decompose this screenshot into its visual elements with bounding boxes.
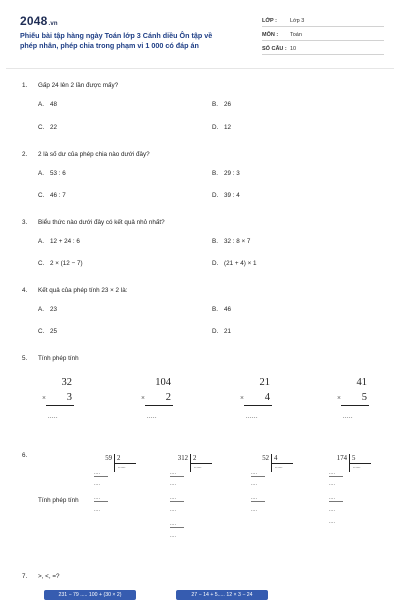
q4-option-c[interactable]: [38, 328, 57, 335]
question-number: 3.: [22, 219, 28, 226]
question-number: 6.: [22, 452, 28, 459]
step-line: [170, 527, 184, 528]
meta-key: MÔN :: [262, 32, 279, 38]
question-number: 1.: [22, 82, 28, 89]
meta-value: Toán: [290, 32, 302, 38]
step-line: [94, 501, 108, 502]
multiplication-problem: [141, 377, 175, 429]
title-line-1: Phiếu bài tập hàng ngày Toán lớp 3 Cánh diều Ôn tập về: [20, 31, 213, 40]
question-2: [22, 151, 150, 158]
q1-option-b[interactable]: [212, 101, 231, 108]
multiplication-problem: [337, 377, 371, 429]
divisor: 5: [352, 455, 356, 462]
question-text: Tính phép tính: [38, 355, 79, 362]
option-letter: C.: [38, 260, 45, 267]
option-letter: C.: [38, 124, 45, 131]
question-number: 2.: [22, 151, 28, 158]
step-blank[interactable]: ....: [170, 508, 177, 513]
step-blank[interactable]: ....: [329, 508, 336, 513]
option-letter: D.: [212, 328, 219, 335]
multiplication-problem: [42, 377, 76, 429]
multiplication-problem: [240, 377, 274, 429]
q2-option-b[interactable]: [212, 170, 240, 177]
question-text: 2 là số dư của phép chia nào dưới đây?: [38, 151, 150, 158]
answer-blank[interactable]: ......: [246, 414, 258, 420]
q4-option-b[interactable]: [212, 306, 231, 313]
option-text: 12: [224, 124, 232, 131]
multiplier: 2: [165, 392, 171, 403]
option-text: 39 : 4: [224, 192, 240, 199]
question-6-text: Tính phép tính: [38, 497, 79, 504]
option-letter: D.: [212, 124, 219, 131]
step-blank[interactable]: ....: [251, 496, 258, 501]
comparison-expression[interactable]: 27 − 14 + 5..... 12 × 3 − 24: [176, 590, 268, 600]
option-letter: C.: [38, 328, 45, 335]
question-7: [22, 573, 60, 580]
title-line-2: phép nhân, phép chia trong phạm vi 1 000 có đáp án: [20, 40, 199, 50]
step-line: [251, 476, 265, 477]
option-text: 46 : 7: [50, 192, 66, 199]
result-line: [244, 405, 272, 406]
step-blank[interactable]: ....: [170, 482, 177, 487]
step-line: [251, 501, 265, 502]
dividend: 59: [105, 455, 112, 462]
q1-option-d[interactable]: [212, 124, 231, 131]
step-line: [329, 501, 343, 502]
quotient-line: [349, 463, 371, 464]
meta-question-count: [262, 44, 384, 55]
option-text: 32 : 8 × 7: [224, 238, 251, 245]
step-line: [170, 501, 184, 502]
q2-option-c[interactable]: [38, 192, 66, 199]
step-blank[interactable]: ....: [329, 496, 336, 501]
q3-option-a[interactable]: [38, 238, 80, 245]
option-text: 22: [50, 124, 58, 131]
result-line: [46, 405, 74, 406]
long-division-problem: [94, 455, 138, 545]
logo-text: 2048: [20, 14, 48, 28]
question-1: [22, 82, 118, 89]
option-letter: A.: [38, 306, 44, 313]
question-3: [22, 219, 165, 226]
step-blank[interactable]: ....: [251, 471, 258, 476]
step-line: [329, 476, 343, 477]
step-blank[interactable]: ....: [251, 508, 258, 513]
option-text: 29 : 3: [224, 170, 240, 177]
multiplier: 3: [66, 392, 72, 403]
q2-option-d[interactable]: [212, 192, 240, 199]
dividend: 174: [336, 455, 347, 462]
long-division-problem: [170, 455, 214, 545]
option-text: 46: [224, 306, 232, 313]
multiplicand: 104: [155, 377, 171, 388]
option-text: 26: [224, 101, 232, 108]
option-letter: B.: [212, 306, 218, 313]
worksheet-header: [6, 10, 394, 69]
question-text: >, <, =?: [38, 573, 60, 580]
question-text: Kết quả của phép tính 23 × 2 là:: [38, 287, 128, 294]
option-text: 25: [50, 328, 58, 335]
option-letter: D.: [212, 260, 219, 267]
q1-option-a[interactable]: [38, 101, 57, 108]
q3-option-c[interactable]: [38, 260, 83, 267]
divisor: 2: [193, 455, 197, 462]
long-division-problem: [251, 455, 295, 545]
step-blank[interactable]: ....: [170, 522, 177, 527]
question-text: Biểu thức nào dưới đây có kết quả nhỏ nhất?: [38, 219, 165, 226]
q1-option-c[interactable]: [38, 124, 57, 131]
quotient-line: [190, 463, 212, 464]
quotient-line: [114, 463, 136, 464]
q3-option-d[interactable]: [212, 260, 257, 267]
question-4: [22, 287, 127, 294]
dividend: 52: [262, 455, 269, 462]
step-blank[interactable]: ....: [329, 471, 336, 476]
step-blank[interactable]: ....: [94, 496, 101, 501]
quotient-blank[interactable]: ......: [118, 465, 126, 470]
meta-value: 10: [290, 46, 297, 52]
logo-suffix: .vn: [48, 21, 58, 27]
step-blank[interactable]: ....: [329, 520, 336, 525]
divisor: 4: [274, 455, 278, 462]
multiplicand: 41: [356, 377, 367, 388]
question-text: Gấp 24 lên 2 lần được mấy?: [38, 82, 119, 89]
meta-key: SỐ CÂU :: [262, 46, 287, 52]
option-text: (21 + 4) × 1: [224, 260, 257, 267]
question-number: 7.: [22, 573, 28, 580]
multiplier: 5: [361, 392, 367, 403]
step-line: [170, 476, 184, 477]
q4-option-a[interactable]: [38, 306, 57, 313]
step-blank[interactable]: ....: [329, 482, 336, 487]
quotient-line: [271, 463, 293, 464]
option-letter: B.: [212, 170, 218, 177]
site-logo[interactable]: [20, 14, 58, 28]
times-sign: ×: [42, 394, 46, 402]
quotient-blank[interactable]: ......: [353, 465, 361, 470]
option-letter: A.: [38, 101, 44, 108]
meta-subject: [262, 30, 384, 41]
option-text: 12 + 24 : 6: [50, 238, 80, 245]
multiplier: 4: [264, 392, 270, 403]
long-division-problem: [329, 455, 373, 545]
q4-option-d[interactable]: [212, 328, 231, 335]
option-letter: D.: [212, 192, 219, 199]
result-line: [145, 405, 173, 406]
step-blank[interactable]: ....: [170, 534, 177, 539]
step-line: [94, 476, 108, 477]
step-blank[interactable]: ....: [170, 471, 177, 476]
option-text: 2 × (12 − 7): [50, 260, 83, 267]
option-letter: A.: [38, 238, 44, 245]
option-letter: B.: [212, 101, 218, 108]
option-text: 21: [224, 328, 232, 335]
meta-key: LỚP :: [262, 18, 277, 24]
meta-grade: [262, 16, 384, 27]
q3-option-b[interactable]: [212, 238, 250, 245]
times-sign: ×: [141, 394, 145, 402]
q2-option-a[interactable]: [38, 170, 66, 177]
option-letter: C.: [38, 192, 45, 199]
step-blank[interactable]: ....: [170, 496, 177, 501]
question-5: [22, 355, 79, 362]
dividend: 312: [177, 455, 188, 462]
quotient-blank[interactable]: ......: [194, 465, 202, 470]
option-text: 48: [50, 101, 58, 108]
divisor: 2: [117, 455, 121, 462]
meta-value: Lớp 3: [290, 18, 305, 24]
answer-blank[interactable]: .....: [147, 414, 157, 420]
result-line: [341, 405, 369, 406]
page-title: [20, 31, 225, 50]
question-6: [22, 452, 38, 459]
multiplicand: 32: [61, 377, 72, 388]
option-letter: B.: [212, 238, 218, 245]
times-sign: ×: [337, 394, 341, 402]
option-text: 53 : 6: [50, 170, 66, 177]
question-number: 4.: [22, 287, 28, 294]
times-sign: ×: [240, 394, 244, 402]
step-blank[interactable]: ....: [94, 508, 101, 513]
multiplicand: 21: [259, 377, 270, 388]
step-blank[interactable]: ....: [94, 471, 101, 476]
answer-blank[interactable]: .....: [343, 414, 353, 420]
question-number: 5.: [22, 355, 28, 362]
quotient-blank[interactable]: ......: [275, 465, 283, 470]
comparison-expression[interactable]: 231 − 79 ..... 100 + (30 × 2): [44, 590, 136, 600]
answer-blank[interactable]: .....: [48, 414, 58, 420]
option-text: 23: [50, 306, 58, 313]
step-blank[interactable]: ....: [251, 482, 258, 487]
step-blank[interactable]: ....: [94, 482, 101, 487]
option-letter: A.: [38, 170, 44, 177]
